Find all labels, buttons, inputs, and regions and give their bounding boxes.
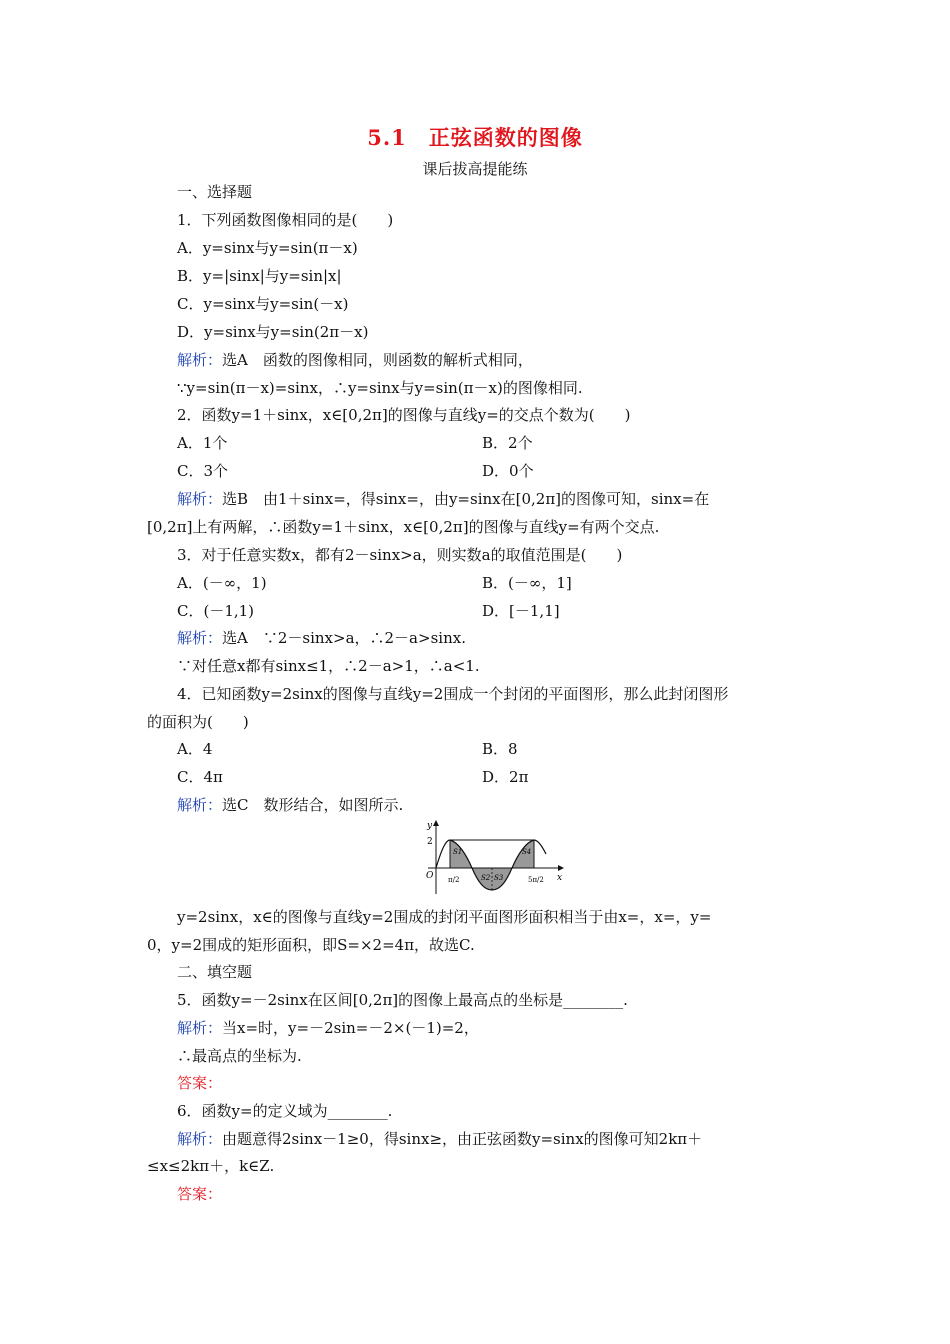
question-4-option-c: C．4π	[177, 768, 223, 786]
region-s2-label: S2	[481, 874, 491, 882]
question-5-analysis	[177, 1018, 479, 1038]
question-3-option-a: A．(－∞，1)	[177, 574, 267, 592]
question-4-stem-line2: 的面积为( )	[147, 713, 249, 731]
analysis-text: 选A 函数的图像相同，则函数的解析式相同，	[222, 351, 533, 369]
question-4-analysis-line3: 0，y=2围成的矩形面积，即S=×2=4π，故选C.	[147, 936, 475, 954]
question-4-option-d: D．2π	[482, 768, 529, 786]
analysis-label: 解析：	[177, 796, 223, 814]
section-heading-choice: 一、选择题	[177, 183, 253, 201]
question-3-analysis	[177, 628, 466, 648]
analysis-text: 选B 由1＋sinx=，得sinx=，由y=sinx在[0,2π]的图像可知，sinx=在	[222, 490, 710, 508]
question-3-option-c: C．(－1,1)	[177, 602, 255, 620]
question-6-analysis-line2: ≤x≤2kπ＋，k∈Z.	[147, 1157, 275, 1175]
region-s3-label: S3	[494, 874, 504, 882]
page-subtitle: 课后拔高提能练	[422, 160, 528, 178]
question-4-analysis-line2: y=2sinx，x∈的图像与直线y=2围成的封闭平面图形面积相当于由x=，x=，y=	[177, 908, 712, 926]
x-axis-arrow	[558, 865, 564, 871]
y-axis-arrow	[433, 820, 439, 826]
question-1-analysis	[177, 350, 533, 370]
analysis-label: 解析：	[177, 490, 223, 508]
region-s4-label: S4	[522, 848, 532, 856]
analysis-text: 当x=时，y=－2sin=－2×(－1)=2，	[222, 1019, 479, 1037]
page-title: 5.1 正弦函数的图像	[367, 125, 583, 150]
question-1-option-c: C．y=sinx与y=sin(－x)	[177, 295, 349, 313]
x-tick-right: 5π/2	[528, 876, 544, 884]
y-axis-label: y	[427, 821, 433, 831]
question-6-answer-label: 答案：	[177, 1185, 223, 1203]
origin-label: O	[426, 871, 434, 881]
y-tick-label: 2	[427, 837, 433, 847]
question-2-analysis-line2: [0,2π]上有两解，∴函数y=1＋sinx，x∈[0,2π]的图像与直线y=有两个交点.	[147, 518, 660, 536]
question-2-stem: 2．函数y=1＋sinx，x∈[0,2π]的图像与直线y=的交点个数为( )	[177, 406, 631, 424]
question-1-analysis-line2: ∵y=sin(π－x)=sinx，∴y=sinx与y=sin(π－x)的图像相同.	[177, 379, 583, 397]
analysis-text: 选C 数形结合，如图所示.	[222, 796, 404, 814]
question-1-option-d: D．y=sinx与y=sin(2π－x)	[177, 323, 369, 341]
analysis-label: 解析：	[177, 1019, 223, 1037]
question-5-stem: 5．函数y=－2sinx在区间[0,2π]的图像上最高点的坐标是________.	[177, 991, 628, 1009]
question-2-option-b: B．2个	[482, 434, 533, 452]
question-2-analysis	[177, 489, 709, 509]
question-5-answer-label: 答案：	[177, 1074, 223, 1092]
sine-area-figure	[418, 818, 566, 896]
question-4-analysis	[177, 795, 403, 815]
x-axis-label: x	[557, 873, 563, 883]
question-5-analysis-line2: ∴最高点的坐标为.	[177, 1047, 302, 1065]
analysis-text: 选A ∵2－sinx>a，∴2－a>sinx.	[222, 629, 466, 647]
question-6-stem: 6．函数y=的定义域为________.	[177, 1102, 393, 1120]
question-2-option-c: C．3个	[177, 462, 229, 480]
question-4-option-a: A．4	[177, 740, 213, 758]
question-3-option-b: B．(－∞，1]	[482, 574, 572, 592]
question-3-stem: 3．对于任意实数x，都有2－sinx>a，则实数a的取值范围是( )	[177, 546, 623, 564]
question-2-option-d: D．0个	[482, 462, 534, 480]
analysis-label: 解析：	[177, 351, 223, 369]
question-3-option-d: D．[－1,1]	[482, 602, 560, 620]
question-2-option-a: A．1个	[177, 434, 228, 452]
analysis-text: 由题意得2sinx－1≥0，得sinx≥，由正弦函数y=sinx的图像可知2kπ＋	[222, 1130, 703, 1148]
region-s1-label: S1	[453, 848, 463, 856]
x-tick-left: π/2	[448, 876, 460, 884]
question-1-option-b: B．y=|sinx|与y=sin|x|	[177, 267, 342, 285]
section-heading-fill: 二、填空题	[177, 963, 253, 981]
question-6-analysis	[177, 1129, 702, 1149]
question-1-stem: 1．下列函数图像相同的是( )	[177, 211, 394, 229]
analysis-label: 解析：	[177, 629, 223, 647]
question-4-option-b: B．8	[482, 740, 518, 758]
question-4-stem: 4．已知函数y=2sinx的图像与直线y=2围成一个封闭的平面图形，那么此封闭图形	[177, 685, 729, 703]
question-1-option-a: A．y=sinx与y=sin(π－x)	[177, 239, 358, 257]
analysis-label: 解析：	[177, 1130, 223, 1148]
question-3-analysis-line2: ∵对任意x都有sinx≤1，∴2－a>1，∴a<1.	[177, 657, 480, 675]
